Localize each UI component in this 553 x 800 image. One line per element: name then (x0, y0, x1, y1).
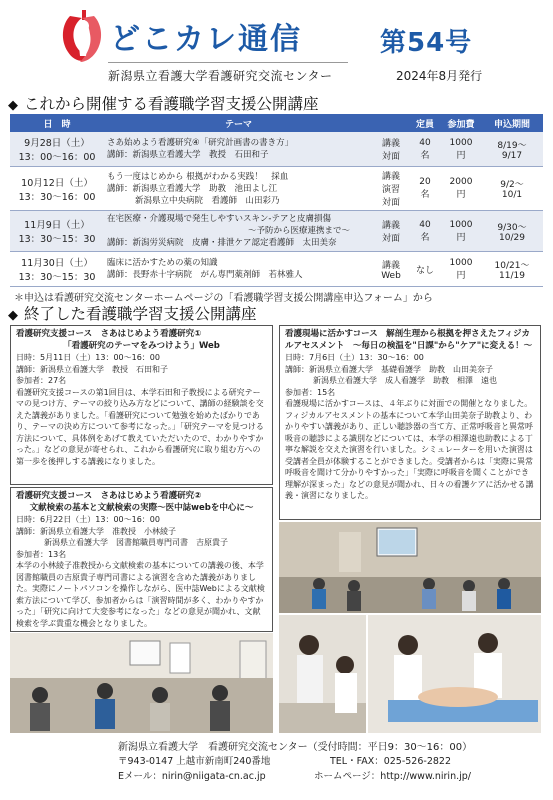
section-finished-label: 終了した看護職学習支援公開講座 (24, 305, 257, 323)
row-time: 13：30～15：30 (18, 272, 96, 283)
report-box-2 (10, 487, 273, 632)
report-lecturer: 講師：新潟県立看護大学 基礎看護学 助教 山田美奈子 (285, 364, 493, 374)
row-format: 講義 (381, 221, 400, 231)
report-course: 看護現場に活かすコース 解剖生理から根拠を押さえたフィジカルアセスメント ～毎日の検温を"日課"から"ケア"に変える！～ (285, 329, 533, 351)
row-period-start: 9/2～ (500, 180, 524, 190)
report-body: 本学の小林綾子准教授から文献検索の基本についての講義の後、本学図書館職員の吉原貴子専門司書による演習を含めた講義がありました。実際にノートパソコンを操作しながら、医中誌Webによる文献検索方法について学び、参加者からは「演習時間が多く、わかりやすかった」「研究に向けて大変参考になった」などの意見が聞かれ、文献検索を学ぶ貴重な機会となりました。 (16, 561, 265, 628)
row-capacity: 20 (419, 177, 431, 187)
row-fee: 1000 (449, 257, 473, 268)
report-lecturer: 講師：新潟県立看護大学 教授 石田和子 (16, 364, 168, 374)
row-lecturer: 講師：新潟県立看護大学 助教 池田よし江 (107, 183, 278, 194)
row-period-start: 9/30～ (497, 222, 527, 233)
lecture-room-photo (279, 522, 541, 613)
row-theme: さあ始めよう看護研究④「研究計画書の書き方」 (107, 138, 294, 148)
table-header-row (10, 114, 543, 132)
report-lecturer: 講師：新潟県立看護大学 准教授 小林綾子 (16, 526, 176, 536)
schedule-table (10, 114, 543, 287)
report-participants: 参加者：27名 (16, 376, 67, 385)
col-format (373, 114, 409, 132)
row-period-end: 11/19 (499, 270, 525, 281)
application-note: ＊申込は看護研究交流センターホームページの「看護職学習支援公開講座申込フォーム」から (14, 293, 433, 304)
logo-icon (56, 6, 108, 68)
simulator-photo (368, 615, 541, 733)
row-capacity-unit: 名 (420, 232, 430, 243)
center-name: 新潟県立看護大学看護研究交流センター (108, 69, 333, 83)
col-theme: テーマ (104, 114, 373, 132)
report-participants: 参加者：13名 (16, 549, 67, 559)
report-date: 日時：5月11日（土）13：00～16：00 (16, 353, 160, 362)
row-lecturer: 講師：長野赤十字病院 がん専門薬剤師 若林雅人 (107, 270, 303, 280)
newsletter-title: どこカレ通信 (110, 22, 302, 57)
row-capacity: 40 (419, 137, 431, 148)
row-fee-unit: 円 (456, 150, 466, 161)
row-fee: 1000 (449, 219, 473, 230)
report-lecturer: 新潟県立看護大学 図書館職員専門司書 吉原貴子 (44, 538, 228, 547)
report-box-1 (10, 325, 273, 485)
row-capacity: なし (415, 265, 434, 276)
section-upcoming-title (8, 92, 319, 114)
row-capacity: 40 (419, 219, 431, 230)
row-format: 講義 (381, 139, 400, 149)
row-date: 10月12日（土） (21, 177, 93, 189)
report-body: 看護研究支援コースの第1回目は、本学石田和子教授による研究テーマの見つけ方、テーマの絞り込み方などについて、講師の経験談を交えた講義がありました。「看護研究について勉強を始めたばかりであり、テーマの決め方について参考になった。」「研究テーマを見つける方法について、具体例をあげて教えていただいたので、わかりやすかった。」などの意見が寄せられ、これから看護研究に取り組む方への第一歩を後押しする講義になりました。 (16, 387, 264, 466)
row-date: 11月30日（土） (21, 258, 93, 269)
report-date: 日時：6月22日（土）13：00～16：00 (16, 515, 160, 524)
report-course: 看護研究支援コース さあはじめよう看護研究② (16, 491, 202, 501)
footer-org: 新潟県立看護大学 看護研究交流センター（受付時間：平日9：30～16：00） (118, 742, 473, 753)
row-fee-unit: 円 (456, 190, 466, 200)
row-time: 13：00～16：00 (18, 152, 96, 163)
row-theme: 臨床に活かすための薬の知識 (107, 258, 218, 268)
footer-email[interactable]: Eメール：nirin@niigata-cn.ac.jp (118, 771, 266, 782)
row-capacity-unit: 名 (420, 190, 430, 200)
report-subtitle: 「看護研究のテーマをみつけよう」Web (63, 340, 220, 351)
row-format: 講義 (381, 260, 400, 271)
diamond-icon: ◆ (8, 308, 18, 323)
header-rule (108, 62, 348, 63)
section-upcoming-label: これから開催する看護職学習支援公開講座 (24, 95, 319, 113)
footer-tel: TEL・FAX：025-526-2822 (330, 756, 451, 767)
row-period-end: 10/29 (499, 232, 525, 243)
row-lecturer: 講師：新潟労災病院 皮膚・排泄ケア認定看護師 太田美奈 (107, 238, 337, 248)
col-fee: 参加費 (441, 114, 481, 132)
row-fee-unit: 円 (456, 270, 466, 281)
publish-date: 2024年8月発行 (396, 69, 483, 83)
table-row (10, 252, 543, 287)
row-fee: 2000 (449, 177, 473, 187)
table-row (10, 132, 543, 167)
row-format: Web (381, 270, 401, 281)
row-date: 9月28日（土） (24, 138, 90, 149)
row-format: 対面 (381, 152, 400, 162)
row-time: 13：30～16：00 (18, 191, 96, 203)
footer-homepage-link[interactable]: ホームページ：http://www.nirin.jp/ (314, 771, 471, 782)
row-theme: もう一度はじめから 根拠がわかる実践！ 採血 (107, 171, 289, 182)
report-box-3 (279, 325, 541, 520)
row-fee-unit: 円 (456, 232, 466, 243)
col-date: 日 時 (10, 114, 104, 132)
table-row (10, 167, 543, 211)
lecture-photo (10, 633, 273, 733)
section-finished-title (8, 302, 257, 324)
row-theme-sub: ～予防から医療連携まで～ (247, 226, 350, 236)
report-course: 看護研究支援コース さあはじめよう看護研究① (16, 329, 202, 339)
row-format: 演習 (381, 185, 400, 195)
row-period-start: 8/19～ (497, 140, 527, 151)
col-capacity: 定員 (409, 114, 441, 132)
row-lecturer: 講師：新潟県立看護大学 教授 石田和子 (107, 150, 269, 160)
footer-address: 〒943-0147 上越市新南町240番地 (118, 756, 271, 767)
row-date: 11月9日（土） (24, 220, 90, 231)
report-subtitle: 文献検索の基本と文献検索の実際～医中誌webを中心に～ (29, 502, 254, 513)
report-participants: 参加者：15名 (285, 387, 336, 397)
row-period-end: 10/1 (501, 190, 523, 200)
row-time: 13：30～15：30 (18, 234, 96, 245)
row-format: 対面 (381, 234, 400, 244)
practice-photo (279, 615, 366, 733)
diamond-icon: ◆ (8, 98, 18, 113)
table-row (10, 211, 543, 252)
report-body: 看護現場に活かすコースは、４年ぶりに対面での開催となりました。フィジカルアセスメントの基本について本学山田美奈子助教より、わかりやすい講義があり、正しい聴診器の当て方、正常呼吸音と異常呼吸音の聴診による識別などについては、本学の相澤遠也助教による丁寧な解説を交えた演習を行いました。シミュレーターを用いた演習は受講者全員が体験することができました。受講者からは「実際に異常呼吸音を聞けて分かりやすかった」「実際に呼吸音を聞くことができ理解が深まった」などの意見が聞かれ、日々の看護ケアに活かせる講義・演習になりました。 (285, 399, 534, 500)
row-period-end: 9/17 (501, 150, 523, 161)
row-period-start: 10/21～ (494, 260, 530, 271)
report-lecturer: 新潟県立看護大学 成人看護学 助教 相澤 遠也 (313, 376, 497, 385)
row-fee: 1000 (449, 137, 473, 148)
issue-number: 第54号 (380, 28, 473, 58)
col-period: 申込期間 (481, 114, 543, 132)
row-format: 講義 (381, 172, 400, 182)
row-capacity-unit: 名 (420, 150, 430, 161)
row-lecturer: 新潟県立中央病院 看護師 山田彩乃 (135, 195, 280, 206)
row-format: 対面 (381, 198, 400, 208)
row-theme: 在宅医療・介護現場で発生しやすいスキン-テアと皮膚損傷 (107, 214, 331, 224)
report-date: 日時：7月6日（土）13：30～16：00 (285, 353, 424, 362)
